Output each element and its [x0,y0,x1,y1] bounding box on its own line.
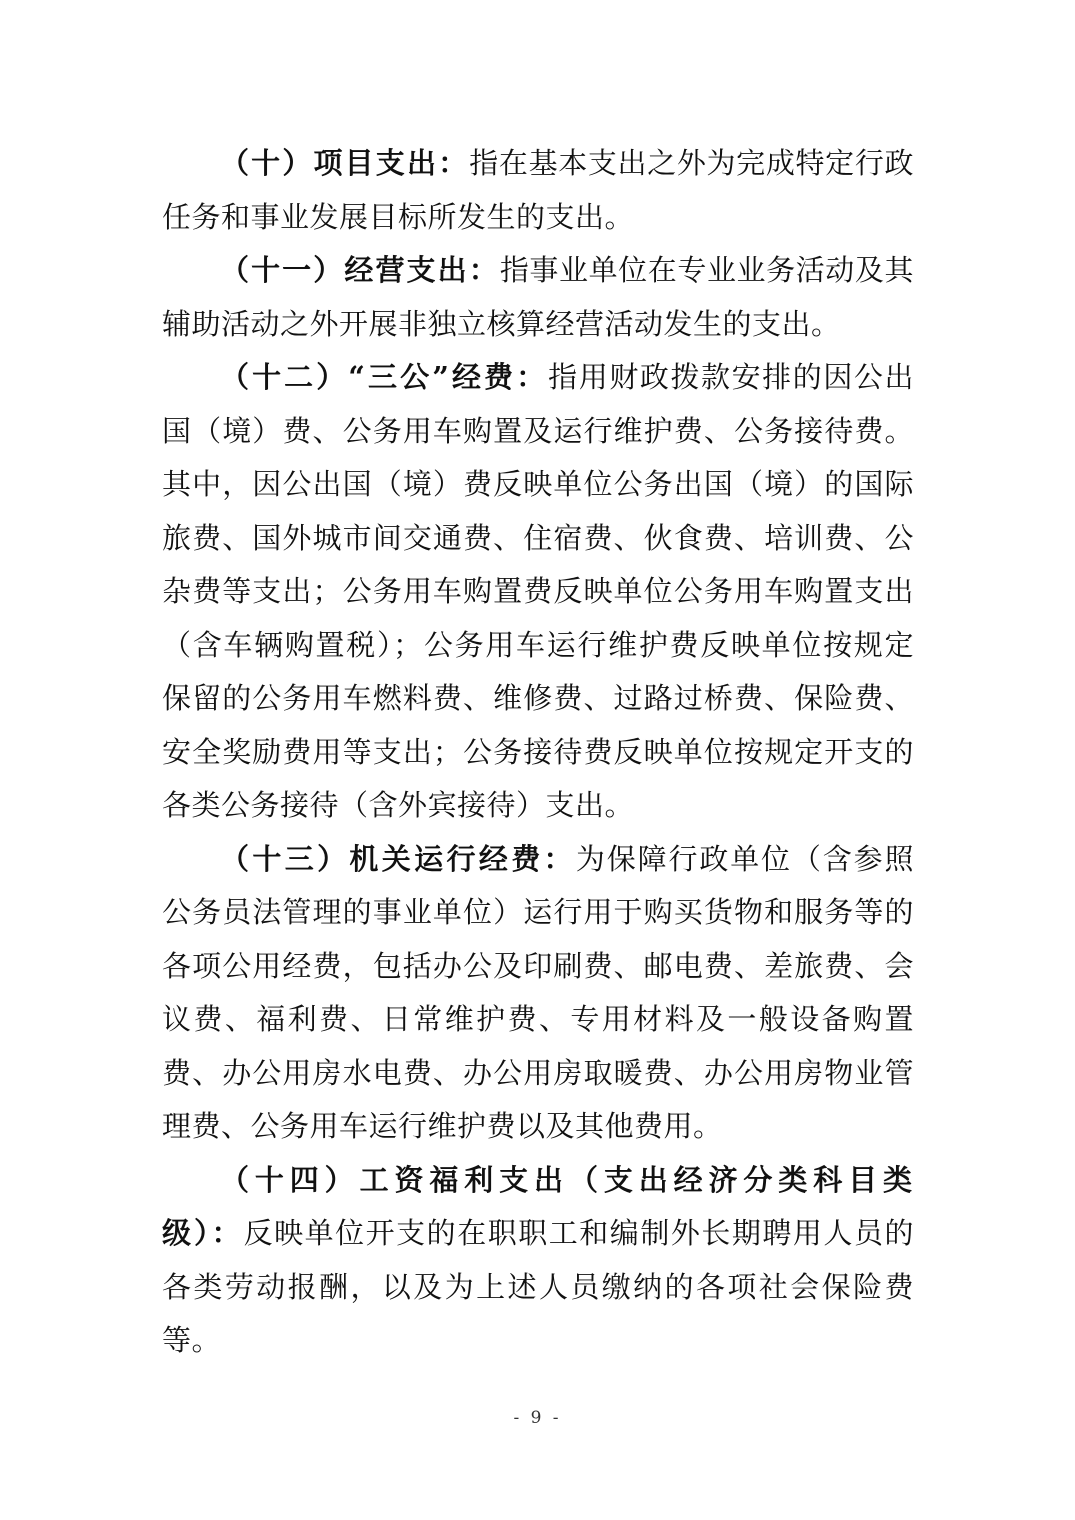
document-body [162,137,914,1368]
paragraph-three-public-expenses [162,351,914,833]
paragraph-wage-welfare-expenditure [162,1154,914,1368]
paragraph-agency-operating-funds [162,833,914,1154]
definition-project-expenditure: 指在基本支出之外为完成特定行政任务和事业发展目标所发生的支出。 [162,146,914,234]
definition-agency-operating-funds: 为保障行政单位（含参照公务员法管理的事业单位）运行用于购买货物和服务等的各项公用经费，包括办公及印刷费、邮电费、差旅费、会议费、福利费、日常维护费、专用材料及一般设备购置费、办公用房水电费、办公用房取暖费、办公用房物业管理费、公务用车运行维护费以及其他费用。 [162,841,914,1143]
page-number: - 9 - [513,1408,562,1428]
term-agency-operating-funds: （十三）机关运行经费： [220,841,576,876]
definition-three-public-expenses: 指用财政拨款安排的因公出国（境）费、公务用车购置及运行维护费、公务接待费。其中，因公出国（境）费反映单位公务出国（境）的国际旅费、国外城市间交通费、住宿费、伙食费、培训费、公杂费等支出；公务用车购置费反映单位公务用车购置支出（含车辆购置税）；公务用车运行维护费反映单位按规定保留的公务用车燃料费、维修费、过路过桥费、保险费、安全奖励费用等支出；公务接待费反映单位按规定开支的各类公务接待（含外宾接待）支出。 [162,360,914,822]
paragraph-project-expenditure [162,137,914,244]
term-three-public-expenses: （十二）“三公”经费： [220,360,549,394]
definition-operating-expenditure: 指事业单位在专业业务活动及其辅助活动之外开展非独立核算经营活动发生的支出。 [162,253,914,341]
term-wage-welfare-expenditure: （十四）工资福利支出（支出经济分类科目类级）： [162,1162,914,1250]
paragraph-operating-expenditure [162,244,914,351]
term-operating-expenditure: （十一）经营支出： [220,253,500,287]
term-project-expenditure: （十）项目支出： [220,146,470,180]
definition-wage-welfare-expenditure: 反映单位开支的在职职工和编制外长期聘用人员的各类劳动报酬，以及为上述人员缴纳的各项社会保险费等。 [162,1216,914,1357]
